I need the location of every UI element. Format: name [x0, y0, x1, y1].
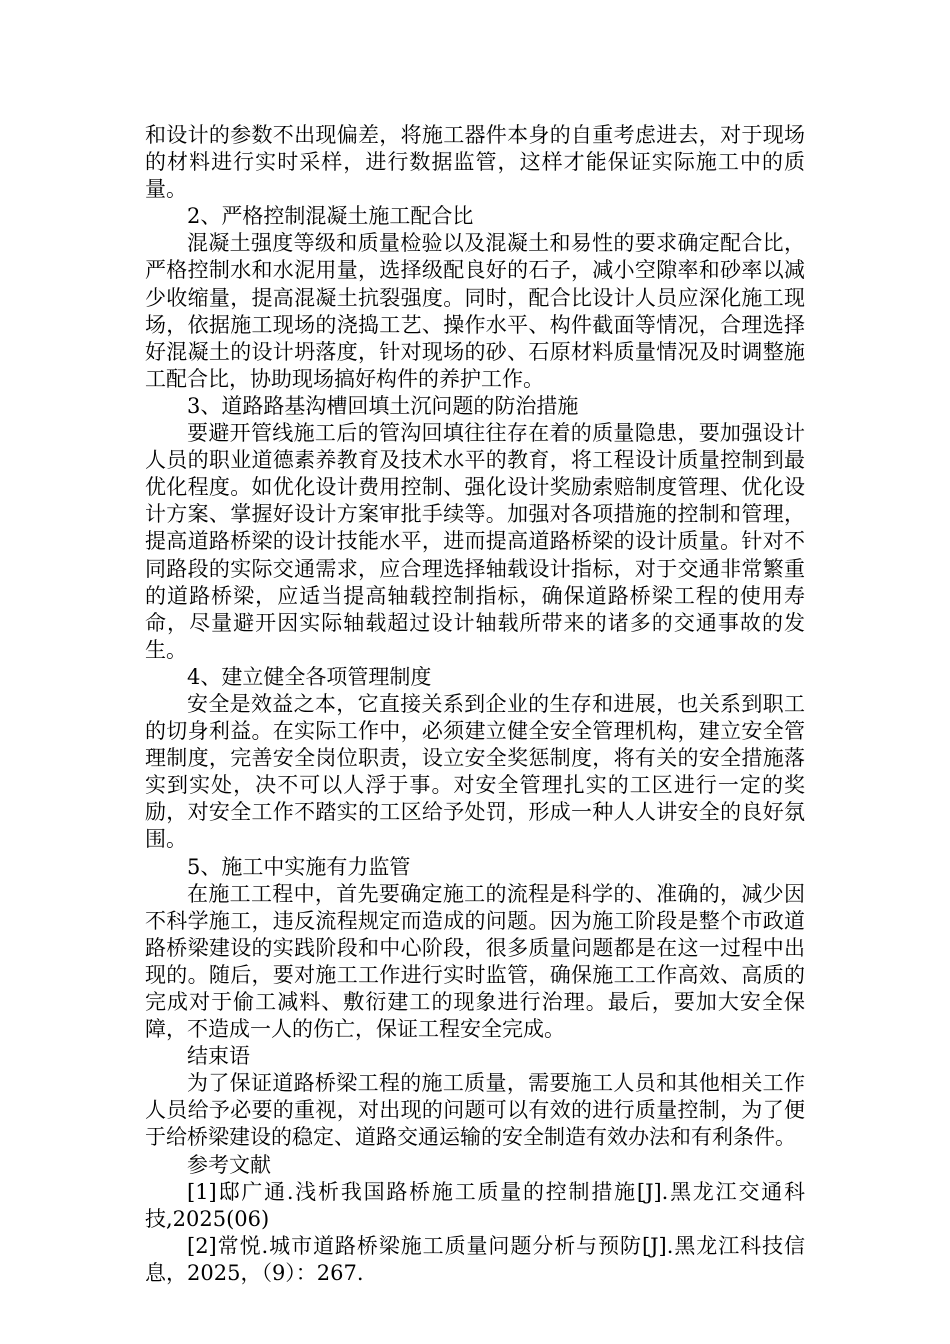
- reference-1: [1]邸广通.浅析我国路桥施工质量的控制措施[J].黑龙江交通科技,2025(06): [145, 1179, 805, 1231]
- reference-2: [2]常悦.城市道路桥梁施工质量问题分析与预防[J].黑龙江科技信息，2025，（9）：267.: [145, 1233, 805, 1285]
- paragraph-backfill: 要避开管线施工后的管沟回填往往存在着的质量隐患，要加强设计人员的职业道德素养教育及技术水平的教育，将工程设计质量控制到最优化程度。如优化设计费用控制、强化设计奖励索赔制度管理、优化设计方案、掌握好设计方案审批手续等。加强对各项措施的控制和管理，提高道路桥梁的设计技能水平，进而提高道路桥梁的设计质量。针对不同路段的实际交通需求，应合理选择轴载设计指标，对于交通非常繁重的道路桥梁，应适当提高轴载控制指标，确保道路桥梁工程的使用寿命，尽量避开因实际轴载超过设计轴载所带来的诸多的交通事故的发生。: [145, 421, 805, 662]
- heading-4: 4、建立健全各项管理制度: [187, 664, 432, 689]
- heading-references: 参考文献: [187, 1152, 271, 1177]
- heading-3: 3、道路路基沟槽回填土沉问题的防治措施: [187, 393, 579, 418]
- heading-conclusion: 结束语: [187, 1044, 250, 1069]
- paragraph-concrete-mix: 混凝土强度等级和质量检验以及混凝土和易性的要求确定配合比，严格控制水和水泥用量，选择级配良好的石子，减小空隙率和砂率以减少收缩量，提高混凝土抗裂强度。同时，配合比设计人员应深化施工现场，依据施工现场的浇捣工艺、操作水平、构件截面等情况，合理选择好混凝土的设计坍落度，针对现场的砂、石原材料质量情况及时调整施工配合比，协助现场搞好构件的养护工作。: [145, 231, 805, 391]
- paragraph-conclusion: 为了保证道路桥梁工程的施工质量，需要施工人员和其他相关工作人员给予必要的重视，对出现的问题可以有效的进行质量控制，为了便于给桥梁建设的稳定、道路交通运输的安全制造有效办法和有利条件。: [145, 1071, 805, 1150]
- paragraph-continued: 和设计的参数不出现偏差，将施工器件本身的自重考虑进去，对于现场的材料进行实时采样，进行数据监管，这样才能保证实际施工中的质量。: [145, 123, 805, 202]
- document-body: [145, 122, 805, 1287]
- heading-5: 5、施工中实施有力监管: [187, 854, 411, 879]
- heading-2: 2、严格控制混凝土施工配合比: [187, 204, 474, 229]
- paragraph-supervision: 在施工工程中，首先要确定施工的流程是科学的、准确的，减少因不科学施工，违反流程规定而造成的问题。因为施工阶段是整个市政道路桥梁建设的实践阶段和中心阶段，很多质量问题都是在这一过程中出现的。随后，要对施工工作进行实时监管，确保施工工作高效、高质的完成对于偷工减料、敷衍建工的现象进行治理。最后，要加大安全保障，不造成一人的伤亡，保证工程安全完成。: [145, 881, 805, 1042]
- paragraph-safety: 安全是效益之本，它直接关系到企业的生存和进展，也关系到职工的切身利益。在实际工作中，必须建立健全安全管理机构，建立安全管理制度，完善安全岗位职责，设立安全奖惩制度，将有关的安全措施落实到实处，决不可以人浮于事。对安全管理扎实的工区进行一定的奖励，对安全工作不踏实的工区给予处罚，形成一种人人讲安全的良好氛围。: [145, 691, 805, 852]
